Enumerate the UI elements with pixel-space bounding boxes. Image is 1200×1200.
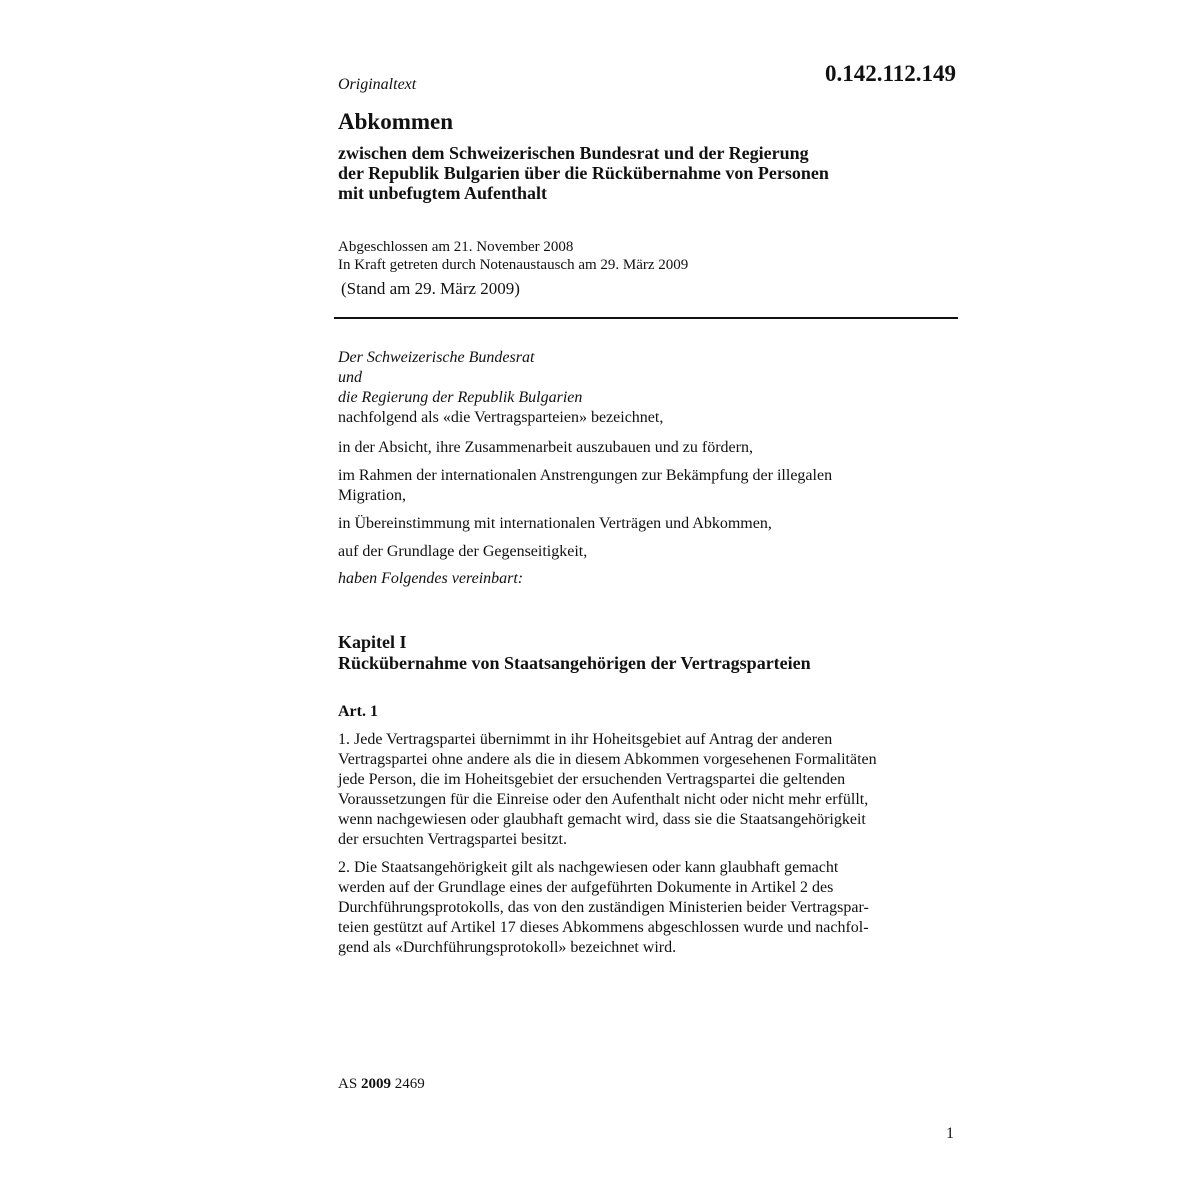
page-number: 1 <box>946 1125 954 1142</box>
article-paragraph-2 <box>338 858 956 958</box>
article-paragraph-1 <box>338 730 956 850</box>
paragraph-line: jede Person, die im Hoheitsgebiet der ersuchenden Vertragspartei die geltenden <box>338 771 846 788</box>
paragraph-line: 1. Jede Vertragspartei übernimmt in ihr Hoheitsgebiet auf Antrag der anderen <box>338 731 833 748</box>
paragraph-line: werden auf der Grundlage eines der aufgeführten Dokumente in Artikel 2 des <box>338 879 834 896</box>
party-1: Der Schweizerische Bundesrat <box>338 349 535 366</box>
preamble-parties <box>338 348 956 428</box>
preamble-line: im Rahmen der internationalen Anstrengungen zur Bekämpfung der illegalen <box>338 467 833 484</box>
preamble-line: Migration, <box>338 487 406 504</box>
chapter-heading <box>338 632 811 674</box>
paragraph-line: gend als «Durchführungsprotokoll» bezeichnet wird. <box>338 939 677 956</box>
paragraph-line: 2. Die Staatsangehörigkeit gilt als nachgewiesen oder kann glaubhaft gemacht <box>338 859 839 876</box>
chapter-number: Kapitel I <box>338 632 407 652</box>
original-text-label: Originaltext <box>338 76 417 93</box>
official-compilation-reference <box>338 1075 425 1093</box>
article-heading: Art. 1 <box>338 703 378 720</box>
document-subtitle <box>338 143 938 203</box>
paragraph-line: Vertragspartei ohne andere als die in diesem Abkommen vorgesehenen Formalitäten <box>338 751 877 768</box>
preamble-framework <box>338 466 956 506</box>
chapter-title: Rückübernahme von Staatsangehörigen der Vertragsparteien <box>338 653 811 673</box>
status-date: (Stand am 29. März 2009) <box>341 279 520 298</box>
subtitle-line: mit unbefugtem Aufenthalt <box>338 183 548 203</box>
paragraph-line: teien gestützt auf Artikel 17 dieses Abkommens abgeschlossen wurde und nachfol- <box>338 919 869 936</box>
as-prefix: AS <box>338 1076 358 1092</box>
document-dates <box>338 238 688 274</box>
header-divider <box>334 317 958 319</box>
document-title: Abkommen <box>338 109 454 134</box>
as-year: 2009 <box>360 1076 391 1092</box>
in-force-date: In Kraft getreten durch Notenaustausch am 29. März 2009 <box>338 257 689 273</box>
conjunction: und <box>338 369 362 386</box>
paragraph-line: Durchführungsprotokolls, das von den zuständigen Ministerien beider Vertragspar- <box>338 899 869 916</box>
preamble-purpose: in der Absicht, ihre Zusammenarbeit auszubauen und zu fördern, <box>338 439 753 456</box>
preamble-agreed: haben Folgendes vereinbart: <box>338 570 524 587</box>
subtitle-line: zwischen dem Schweizerischen Bundesrat und der Regierung <box>338 143 809 163</box>
preamble-reciprocity: auf der Grundlage der Gegenseitigkeit, <box>338 543 588 560</box>
paragraph-line: Voraussetzungen für die Einreise oder den Aufenthalt nicht oder nicht mehr erfüllt, <box>338 791 869 808</box>
as-page: 2469 <box>394 1076 425 1092</box>
subtitle-line: der Republik Bulgarien über die Rückübernahme von Personen <box>338 163 829 183</box>
preamble-conformity: in Übereinstimmung mit internationalen Verträgen und Abkommen, <box>338 515 772 532</box>
paragraph-line: wenn nachgewiesen oder glaubhaft gemacht wird, dass sie die Staatsangehörigkeit <box>338 811 866 828</box>
party-2: die Regierung der Republik Bulgarien <box>338 389 583 406</box>
sr-number: 0.142.112.149 <box>825 61 956 86</box>
paragraph-line: der ersuchten Vertragspartei besitzt. <box>338 831 567 848</box>
concluded-date: Abgeschlossen am 21. November 2008 <box>338 239 574 255</box>
parties-designation: nachfolgend als «die Vertragsparteien» bezeichnet, <box>338 409 664 426</box>
